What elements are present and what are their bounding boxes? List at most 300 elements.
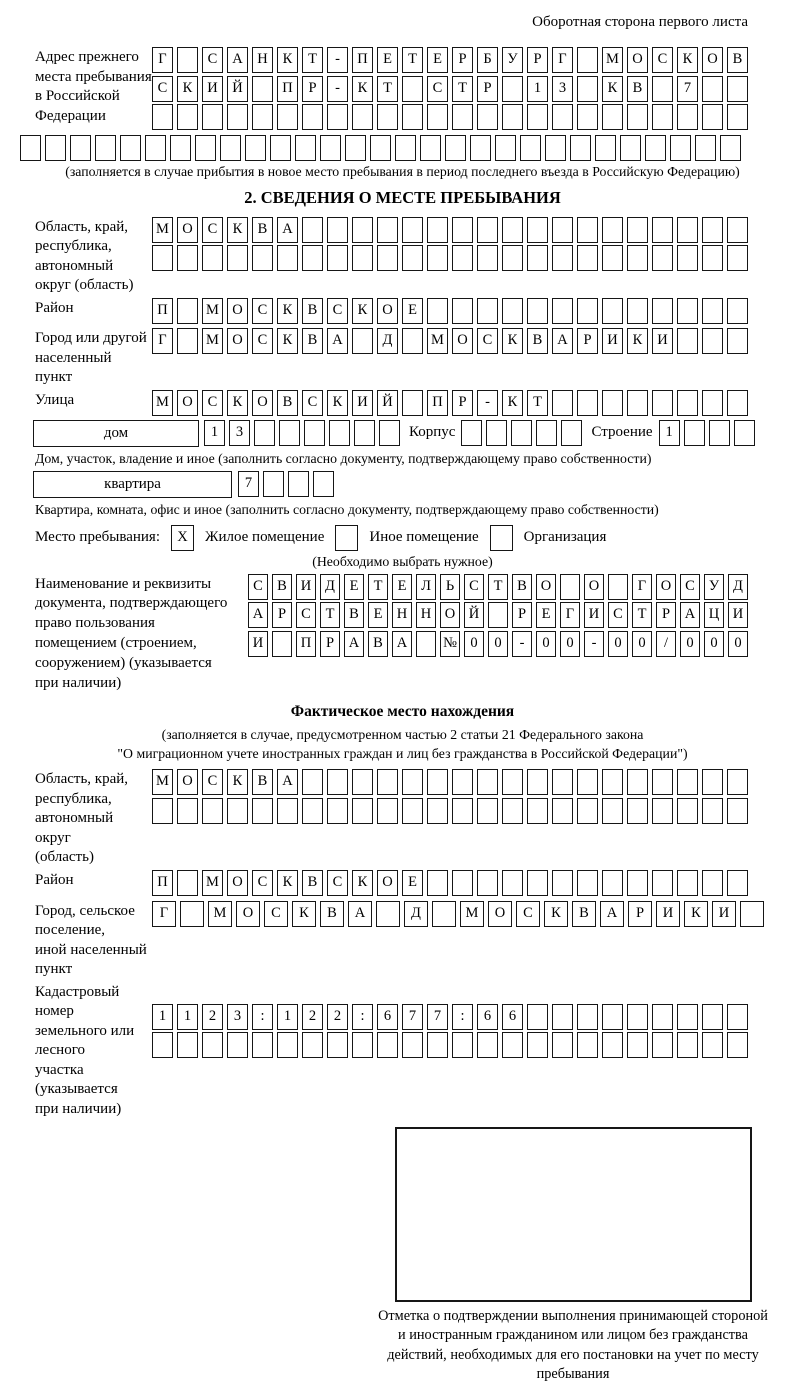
char-box — [727, 76, 748, 102]
char-box: 3 — [227, 1004, 248, 1030]
char-box — [427, 104, 448, 130]
stay-type-row — [35, 525, 770, 551]
char-box — [452, 1032, 473, 1058]
apartment-note: Квартира, комната, офис и иное (заполнить согласно документу, подтверждающему право собственности) — [35, 501, 659, 517]
char-box: В — [344, 602, 364, 628]
char-box — [395, 135, 416, 161]
actual-district-field — [35, 870, 770, 899]
char-box — [445, 135, 466, 161]
char-box — [327, 769, 348, 795]
char-box: К — [352, 870, 373, 896]
char-box: В — [512, 574, 532, 600]
label-line: республика, — [35, 238, 112, 255]
street-field — [35, 390, 770, 419]
label-line: Наименование и реквизиты — [35, 575, 212, 592]
char-box — [577, 390, 598, 416]
char-box — [527, 769, 548, 795]
char-box — [677, 298, 698, 324]
char-box — [352, 217, 373, 243]
char-box: М — [602, 47, 623, 73]
char-box — [452, 217, 473, 243]
char-box: - — [477, 390, 498, 416]
char-box — [577, 1032, 598, 1058]
char-box: 7 — [238, 471, 259, 497]
char-box — [677, 390, 698, 416]
char-box — [502, 870, 523, 896]
char-box — [277, 245, 298, 271]
char-box — [427, 245, 448, 271]
char-box-row — [152, 217, 770, 243]
char-box-row — [152, 390, 770, 416]
char-box — [702, 76, 723, 102]
char-box: В — [320, 901, 344, 927]
char-box — [354, 420, 375, 446]
char-box — [220, 135, 241, 161]
char-box: К — [352, 298, 373, 324]
char-box: И — [584, 602, 604, 628]
char-box: Т — [377, 76, 398, 102]
char-box: К — [227, 390, 248, 416]
char-box — [677, 798, 698, 824]
char-box — [377, 104, 398, 130]
organization-checkbox — [490, 525, 513, 551]
char-box-row — [248, 602, 770, 628]
char-box — [477, 769, 498, 795]
char-box — [727, 798, 748, 824]
char-box — [352, 769, 373, 795]
char-box — [352, 1032, 373, 1058]
char-box: П — [152, 298, 173, 324]
char-box: К — [277, 298, 298, 324]
char-box-row — [152, 1004, 770, 1030]
char-box: 0 — [536, 631, 556, 657]
actual-region-label — [35, 769, 152, 868]
actual-district-label: Район — [35, 871, 74, 888]
char-box — [740, 901, 764, 927]
char-box — [277, 1032, 298, 1058]
char-box: С — [252, 870, 273, 896]
char-box: Г — [632, 574, 652, 600]
char-box — [552, 1004, 573, 1030]
char-box — [727, 870, 748, 896]
char-box — [304, 420, 325, 446]
char-box: Р — [656, 602, 676, 628]
char-box: 0 — [632, 631, 652, 657]
char-box: Д — [728, 574, 748, 600]
char-box — [320, 135, 341, 161]
char-box: В — [277, 390, 298, 416]
char-box — [277, 798, 298, 824]
char-box: Н — [392, 602, 412, 628]
char-box — [327, 1032, 348, 1058]
char-box-row — [248, 631, 770, 657]
char-box — [327, 798, 348, 824]
char-box — [263, 471, 284, 497]
char-box — [677, 245, 698, 271]
char-box — [95, 135, 116, 161]
label-line: Кадастровый номер — [35, 983, 120, 1020]
label-line: Федерации — [35, 107, 106, 124]
char-box: А — [227, 47, 248, 73]
document-rows — [248, 574, 770, 660]
char-box: 0 — [488, 631, 508, 657]
char-box — [702, 1032, 723, 1058]
char-box — [577, 104, 598, 130]
char-box: А — [348, 901, 372, 927]
char-box: А — [600, 901, 624, 927]
char-box: П — [296, 631, 316, 657]
char-box: П — [352, 47, 373, 73]
document-label — [35, 574, 248, 694]
char-box — [627, 390, 648, 416]
char-box — [452, 245, 473, 271]
char-box — [295, 135, 316, 161]
char-box — [502, 245, 523, 271]
korpus-label: Корпус — [409, 424, 456, 441]
char-box — [677, 1032, 698, 1058]
stay-option-label: Организация — [523, 529, 607, 546]
char-box — [627, 798, 648, 824]
char-box — [202, 798, 223, 824]
char-box — [177, 870, 198, 896]
char-box: В — [272, 574, 292, 600]
char-box: М — [152, 390, 173, 416]
char-box — [702, 798, 723, 824]
char-box: О — [252, 390, 273, 416]
char-box: Р — [452, 390, 473, 416]
char-box: 1 — [659, 420, 680, 446]
char-box: О — [227, 870, 248, 896]
char-box: С — [477, 328, 498, 354]
char-box — [402, 390, 423, 416]
char-box: Е — [402, 870, 423, 896]
char-box: Г — [560, 602, 580, 628]
char-box: - — [512, 631, 532, 657]
char-box: 3 — [229, 420, 250, 446]
district-label: Район — [35, 299, 74, 316]
char-box — [527, 298, 548, 324]
char-box — [677, 870, 698, 896]
char-box: Й — [464, 602, 484, 628]
char-box — [527, 1032, 548, 1058]
char-box: М — [208, 901, 232, 927]
char-box — [352, 328, 373, 354]
char-box: О — [377, 298, 398, 324]
char-box: А — [248, 602, 268, 628]
char-box — [677, 217, 698, 243]
char-box — [602, 769, 623, 795]
label-line: земельного или лесного — [35, 1022, 135, 1059]
char-box — [727, 390, 748, 416]
char-box — [327, 245, 348, 271]
char-box: И — [352, 390, 373, 416]
char-box: Е — [377, 47, 398, 73]
char-box: С — [516, 901, 540, 927]
char-box — [727, 104, 748, 130]
char-box — [602, 298, 623, 324]
char-box — [427, 298, 448, 324]
char-box: : — [452, 1004, 473, 1030]
char-box: О — [440, 602, 460, 628]
char-box — [227, 245, 248, 271]
char-box: Р — [477, 76, 498, 102]
char-box: У — [704, 574, 724, 600]
char-box — [602, 798, 623, 824]
char-box — [170, 135, 191, 161]
char-box — [552, 104, 573, 130]
char-box: 1 — [527, 76, 548, 102]
char-box: И — [712, 901, 736, 927]
char-box — [488, 602, 508, 628]
char-box: О — [656, 574, 676, 600]
char-box-row — [152, 769, 770, 795]
label-line: Область, край, — [35, 218, 129, 235]
char-box — [577, 870, 598, 896]
char-box — [495, 135, 516, 161]
char-box — [152, 104, 173, 130]
char-box: Р — [272, 602, 292, 628]
char-box — [595, 135, 616, 161]
char-box: Г — [152, 47, 173, 73]
char-box: А — [552, 328, 573, 354]
char-box: К — [277, 870, 298, 896]
char-box — [120, 135, 141, 161]
char-box — [177, 798, 198, 824]
char-box: Н — [416, 602, 436, 628]
char-box: - — [327, 47, 348, 73]
char-box: В — [252, 217, 273, 243]
char-box: М — [202, 298, 223, 324]
char-box: В — [252, 769, 273, 795]
char-box: Р — [320, 631, 340, 657]
char-box: Е — [368, 602, 388, 628]
char-box — [677, 104, 698, 130]
char-box: Й — [377, 390, 398, 416]
char-box — [402, 76, 423, 102]
char-box-row — [152, 798, 770, 824]
char-box — [527, 217, 548, 243]
char-box — [477, 870, 498, 896]
char-box: 1 — [152, 1004, 173, 1030]
char-box — [502, 217, 523, 243]
char-box — [477, 798, 498, 824]
char-box: О — [377, 870, 398, 896]
stamp-note: Отметка о подтверждении выполнения принимающей стороной и иностранным гражданином или лицом без гражданства действий, необходимых для его постановки на учет по месту пребывания — [378, 1308, 768, 1382]
char-box: П — [277, 76, 298, 102]
char-box — [652, 298, 673, 324]
char-box-row — [248, 574, 770, 600]
char-box: 6 — [502, 1004, 523, 1030]
char-box: С — [202, 769, 223, 795]
char-box — [627, 217, 648, 243]
char-box — [377, 769, 398, 795]
actual-location-title: Фактическое место нахождения — [290, 703, 515, 721]
char-box: 7 — [402, 1004, 423, 1030]
char-box — [602, 217, 623, 243]
house-type-box: дом — [33, 420, 199, 447]
char-box — [560, 574, 580, 600]
char-box: 7 — [427, 1004, 448, 1030]
char-box — [552, 390, 573, 416]
char-box: А — [327, 328, 348, 354]
char-box: И — [248, 631, 268, 657]
char-box: С — [202, 390, 223, 416]
char-box — [402, 1032, 423, 1058]
char-box: И — [728, 602, 748, 628]
char-box — [527, 245, 548, 271]
char-box — [432, 901, 456, 927]
char-box — [452, 298, 473, 324]
char-box — [486, 420, 507, 446]
residential-checkbox: X — [171, 525, 194, 551]
label-line: помещением (строением, — [35, 635, 197, 652]
char-box — [734, 420, 755, 446]
char-box: К — [677, 47, 698, 73]
char-box: С — [248, 574, 268, 600]
char-box — [195, 135, 216, 161]
char-box — [552, 1032, 573, 1058]
char-box — [20, 135, 41, 161]
char-box — [370, 135, 391, 161]
char-box: О — [177, 217, 198, 243]
char-box — [252, 104, 273, 130]
char-box: В — [572, 901, 596, 927]
prev-address-note: (заполняется в случае прибытия в новое место пребывания в период последнего въезда в Российскую Федерацию) — [65, 163, 740, 179]
char-box: Г — [152, 328, 173, 354]
char-box: : — [352, 1004, 373, 1030]
char-box: М — [202, 328, 223, 354]
char-box: С — [202, 217, 223, 243]
char-box — [427, 769, 448, 795]
char-box — [302, 217, 323, 243]
char-box — [577, 47, 598, 73]
char-box: В — [368, 631, 388, 657]
char-box — [652, 217, 673, 243]
char-box — [202, 1032, 223, 1058]
label-line: документа, подтверждающего — [35, 595, 228, 612]
char-box: К — [177, 76, 198, 102]
char-box: К — [277, 47, 298, 73]
stay-type-note: (Необходимо выбрать нужное) — [312, 553, 493, 569]
char-box — [477, 245, 498, 271]
stay-option-residential — [171, 525, 324, 551]
city-field — [35, 328, 770, 388]
char-box — [727, 245, 748, 271]
char-box: И — [202, 76, 223, 102]
char-box: № — [440, 631, 460, 657]
char-box — [527, 798, 548, 824]
char-box — [520, 135, 541, 161]
korpus-cells — [461, 420, 582, 446]
char-box — [577, 798, 598, 824]
char-box: 0 — [608, 631, 628, 657]
char-box — [329, 420, 350, 446]
stay-option-organization — [490, 525, 607, 551]
char-box — [177, 328, 198, 354]
char-box: К — [292, 901, 316, 927]
char-box-row — [152, 298, 770, 324]
char-box — [452, 798, 473, 824]
char-box — [727, 298, 748, 324]
char-box — [452, 769, 473, 795]
prev-address-overflow-row — [20, 135, 770, 161]
char-box — [727, 217, 748, 243]
char-box — [652, 1004, 673, 1030]
char-box: С — [252, 328, 273, 354]
char-box: И — [296, 574, 316, 600]
char-box: С — [302, 390, 323, 416]
apartment-cells — [238, 471, 334, 497]
region-field — [35, 217, 770, 296]
char-box — [552, 798, 573, 824]
apartment-type-box: квартира — [33, 471, 232, 498]
char-box: 1 — [204, 420, 225, 446]
char-box — [327, 104, 348, 130]
char-box — [727, 1004, 748, 1030]
char-box: О — [488, 901, 512, 927]
char-box — [720, 135, 741, 161]
street-label: Улица — [35, 391, 75, 408]
char-box: Т — [320, 602, 340, 628]
char-box: К — [352, 76, 373, 102]
char-box: О — [177, 769, 198, 795]
char-box — [511, 420, 532, 446]
char-box: И — [602, 328, 623, 354]
char-box: 6 — [477, 1004, 498, 1030]
char-box-row — [152, 870, 770, 896]
char-box — [702, 245, 723, 271]
cadastre-field — [35, 982, 770, 1120]
char-box: К — [684, 901, 708, 927]
char-box: Д — [404, 901, 428, 927]
char-box — [502, 769, 523, 795]
char-box — [652, 390, 673, 416]
char-box: О — [702, 47, 723, 73]
other-premises-checkbox — [335, 525, 358, 551]
char-box — [288, 471, 309, 497]
char-box-row — [152, 1032, 770, 1058]
char-box: - — [327, 76, 348, 102]
char-box — [177, 104, 198, 130]
char-box: 0 — [728, 631, 748, 657]
char-box — [427, 870, 448, 896]
char-box: С — [680, 574, 700, 600]
char-box: В — [527, 328, 548, 354]
char-box — [377, 1032, 398, 1058]
house-row — [33, 420, 770, 449]
char-box — [177, 47, 198, 73]
actual-location-note-2: "О миграционном учете иностранных граждан и лиц без гражданства в Российской Федерации") — [117, 746, 688, 762]
label-line: автономный — [35, 257, 114, 274]
char-box — [702, 769, 723, 795]
char-box — [702, 1004, 723, 1030]
house-number-cells — [204, 420, 400, 446]
char-box: С — [427, 76, 448, 102]
char-box — [552, 217, 573, 243]
char-box — [180, 901, 204, 927]
char-box — [254, 420, 275, 446]
char-box: 1 — [177, 1004, 198, 1030]
char-box: В — [627, 76, 648, 102]
char-box — [402, 104, 423, 130]
char-box — [145, 135, 166, 161]
char-box — [702, 870, 723, 896]
char-box — [602, 390, 623, 416]
house-note: Дом, участок, владение и иное (заполнить согласно документу, подтверждающему право собственности) — [35, 451, 652, 467]
actual-region-field — [35, 769, 770, 868]
label-line: в Российской — [35, 88, 120, 104]
char-box: К — [227, 217, 248, 243]
